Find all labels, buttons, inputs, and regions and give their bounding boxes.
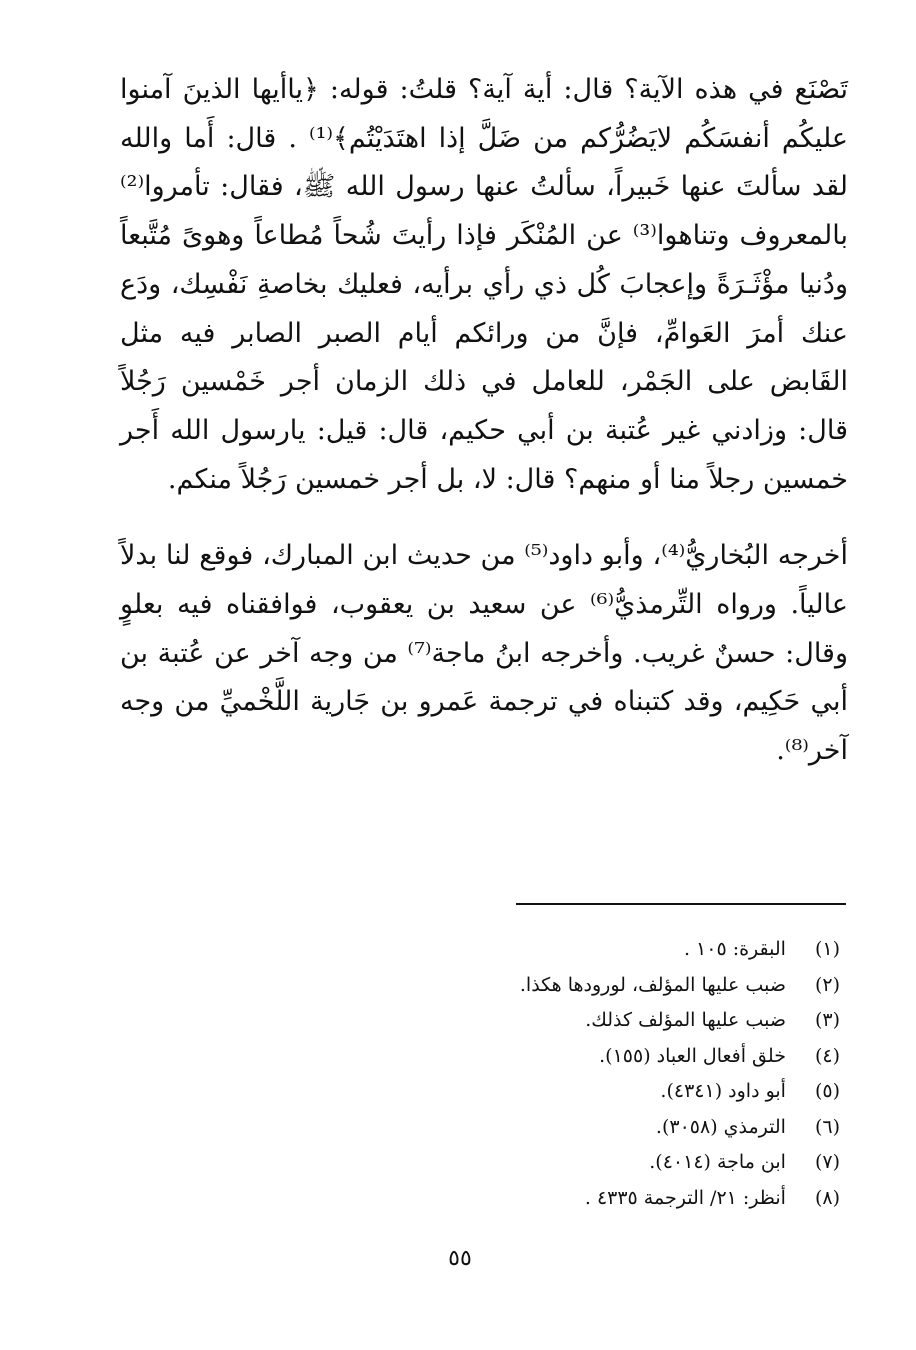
footnote-number: (٥)	[814, 1080, 840, 1102]
footnote-text: أبو داود (٤٣٤١).	[660, 1080, 786, 1102]
footnote-number: (١)	[814, 938, 840, 960]
hadith-paragraph: تَصْنَع في هذه الآية؟ قال: أية آية؟ قلتُ: قوله: ﴿ياأيها الذينَ آمنوا عليكُم أنفسَكُم لايَضُرُّكم من ضَلَّ إذا اهتَدَيْتُم﴾⁽¹⁾ . قال: أَما والله لقد سألتَ عنها خَبيراً، سألتُ عنها رسول الله ﷺ، فقال: تأمروا⁽²⁾ بالمعروف وتناهوا⁽³⁾ عن المُنْكَر فإذا رأيتَ شُحاً مُطاعاً وهوىً مُتَّبعاً ودُنيا مؤْثَـرَةً وإعجابَ كُل ذي رأي برأيه، فعليك بخاصةِ نَفْسِك، ودَع عنك أمرَ العَوامِّ، فإنَّ من ورائكم أيام الصبر الصابر فيه مثل القَابض على الجَمْر، للعامل في ذلك الزمان أجر خَمْسين رَجُلاً قال: وزادني غير عُتبة بن أبي حكيم، قال: قيل: يارسول الله أَجر خمسين رجلاً منا أو منهم؟ قال: لا، بل أجر خمسين رَجُلاً منكم.	[120, 74, 848, 495]
footnote-text: البقرة: ١٠٥ .	[683, 938, 786, 960]
footnote-item	[360, 1074, 840, 1110]
footnote-number: (٣)	[814, 1009, 840, 1031]
footnote-text: خلق أفعال العباد (١٥٥).	[599, 1044, 786, 1067]
footnote-text: الترمذي (٣٠٥٨).	[655, 1115, 786, 1138]
takhrij-paragraph: أخرجه البُخاريُّ⁽⁴⁾، وأبو داود⁽⁵⁾ من حديث ابن المبارك، فوقع لنا بدلاً عالياً. ورواه التِّرمذيُّ⁽⁶⁾ عن سعيد بن يعقوب، فوافقناه فيه بعلوٍ وقال: حسنٌ غريب. وأخرجه ابنُ ماجة⁽⁷⁾ من وجه آخر عن عُتبة بن أبي حَكِيم، وقد كتبناه في ترجمة عَمرو بن جَارية اللَّخْميِّ من وجه آخر⁽⁸⁾.	[120, 540, 848, 767]
page-number: ٥٥	[448, 1246, 472, 1271]
footnote-number: (٦)	[814, 1115, 840, 1138]
footnote-text: ضبب عليها المؤلف، لورودها هكذا.	[519, 973, 786, 996]
footnote-item	[360, 1181, 840, 1217]
footnotes-list	[360, 932, 840, 1216]
footnote-item	[360, 1039, 840, 1075]
footnote-separator	[516, 903, 846, 905]
main-text	[120, 66, 848, 776]
footnote-number: (٧)	[814, 1151, 840, 1173]
footnote-item	[360, 968, 840, 1004]
footnote-item	[360, 932, 840, 968]
footnote-item	[360, 1003, 840, 1039]
footnote-text: ضبب عليها المؤلف كذلك.	[585, 1009, 786, 1031]
footnote-number: (٨)	[814, 1186, 840, 1209]
footnote-item	[360, 1110, 840, 1146]
footnote-item	[360, 1145, 840, 1181]
footnote-number: (٤)	[814, 1044, 840, 1067]
footnote-text: ابن ماجة (٤٠١٤).	[649, 1151, 786, 1173]
footnote-number: (٢)	[814, 973, 840, 996]
footnote-text: أنظر: ٢١/ الترجمة ٤٣٣٥ .	[584, 1186, 786, 1209]
